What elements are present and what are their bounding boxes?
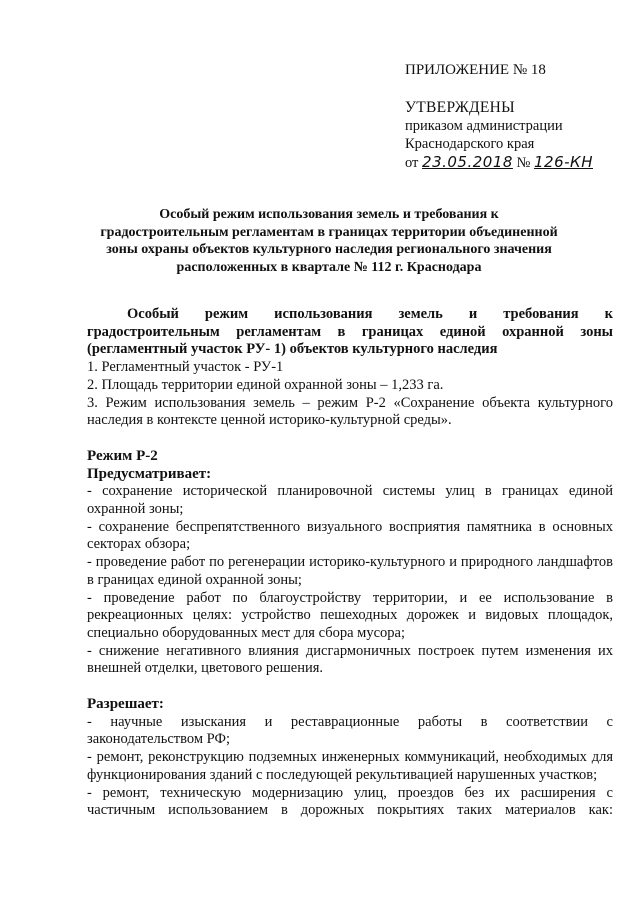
provides-heading: Предусматривает: <box>87 465 212 482</box>
approved-title: УТВЕРЖДЕНЫ <box>405 99 515 116</box>
appendix-label: ПРИЛОЖЕНИЕ № 18 <box>405 62 546 78</box>
allows-item: - ремонт, техническую модернизацию улиц, проездов без их расширения с частичным использованием в дорожных покрытиях таких материалов как: <box>87 784 613 819</box>
allows-item: - научные изыскания и реставрационные работы в соответствии с законодательством РФ; <box>87 713 613 748</box>
provides-item: - сохранение беспрепятственного визуального восприятия памятника в основных секторах обзора; <box>87 518 613 553</box>
from-label: от <box>405 155 419 171</box>
handwritten-date: 23.05.2018 <box>422 153 513 171</box>
provides-item: - проведение работ по благоустройству территории, и ее использование в рекреационных целях: устройство пешеходных дорожек и видовых площадок, специально оборудованных мест для сбора мусора; <box>87 589 613 641</box>
approval-block <box>405 99 593 172</box>
intro-heading: Особый режим использования земель и требования к градостроительным регламентам в границах единой охранной зоны (регламентный участок РУ- 1) объектов культурного наследия <box>87 306 613 358</box>
provides-item: - проведение работ по регенерации историко-культурного и природного ландшафтов в границах единой охранной зоны; <box>87 554 613 588</box>
number-label: № <box>516 155 531 171</box>
approval-date-number <box>405 153 593 172</box>
allows-item: - ремонт, реконструкцию подземных инженерных коммуникаций, необходимых для функционирования зданий с последующей рекультивацией нарушенных участков; <box>87 749 613 783</box>
approved-line-2: Краснодарского края <box>405 136 535 152</box>
item-2: 2. Площадь территории единой охранной зоны – 1,233 га. <box>87 376 444 393</box>
regime-heading: Режим Р-2 <box>87 447 158 464</box>
allows-heading: Разрешает: <box>87 696 164 713</box>
provides-item: - снижение негативного влияния дисгармоничных построек путем изменения их внешней отделки, цветового решения. <box>87 642 613 677</box>
document-title: Особый режим использования земель и требования к градостроительным регламентам в границах территории объединенной зоны охраны объектов культурного наследия регионального значения расположенных в квартале № 112 г. Краснодара <box>100 207 558 275</box>
item-3: 3. Режим использования земель – режим Р-2 «Сохранение объекта культурного наследия в контексте ценной историко-культурной среды». <box>87 394 613 429</box>
handwritten-number: 126-КН <box>534 153 593 171</box>
item-1: 1. Регламентный участок - РУ-1 <box>87 359 284 376</box>
provides-item: - сохранение исторической планировочной системы улиц в границах единой охранной зоны; <box>87 483 613 518</box>
approved-line-1: приказом администрации <box>405 118 563 134</box>
document-body <box>87 306 613 820</box>
